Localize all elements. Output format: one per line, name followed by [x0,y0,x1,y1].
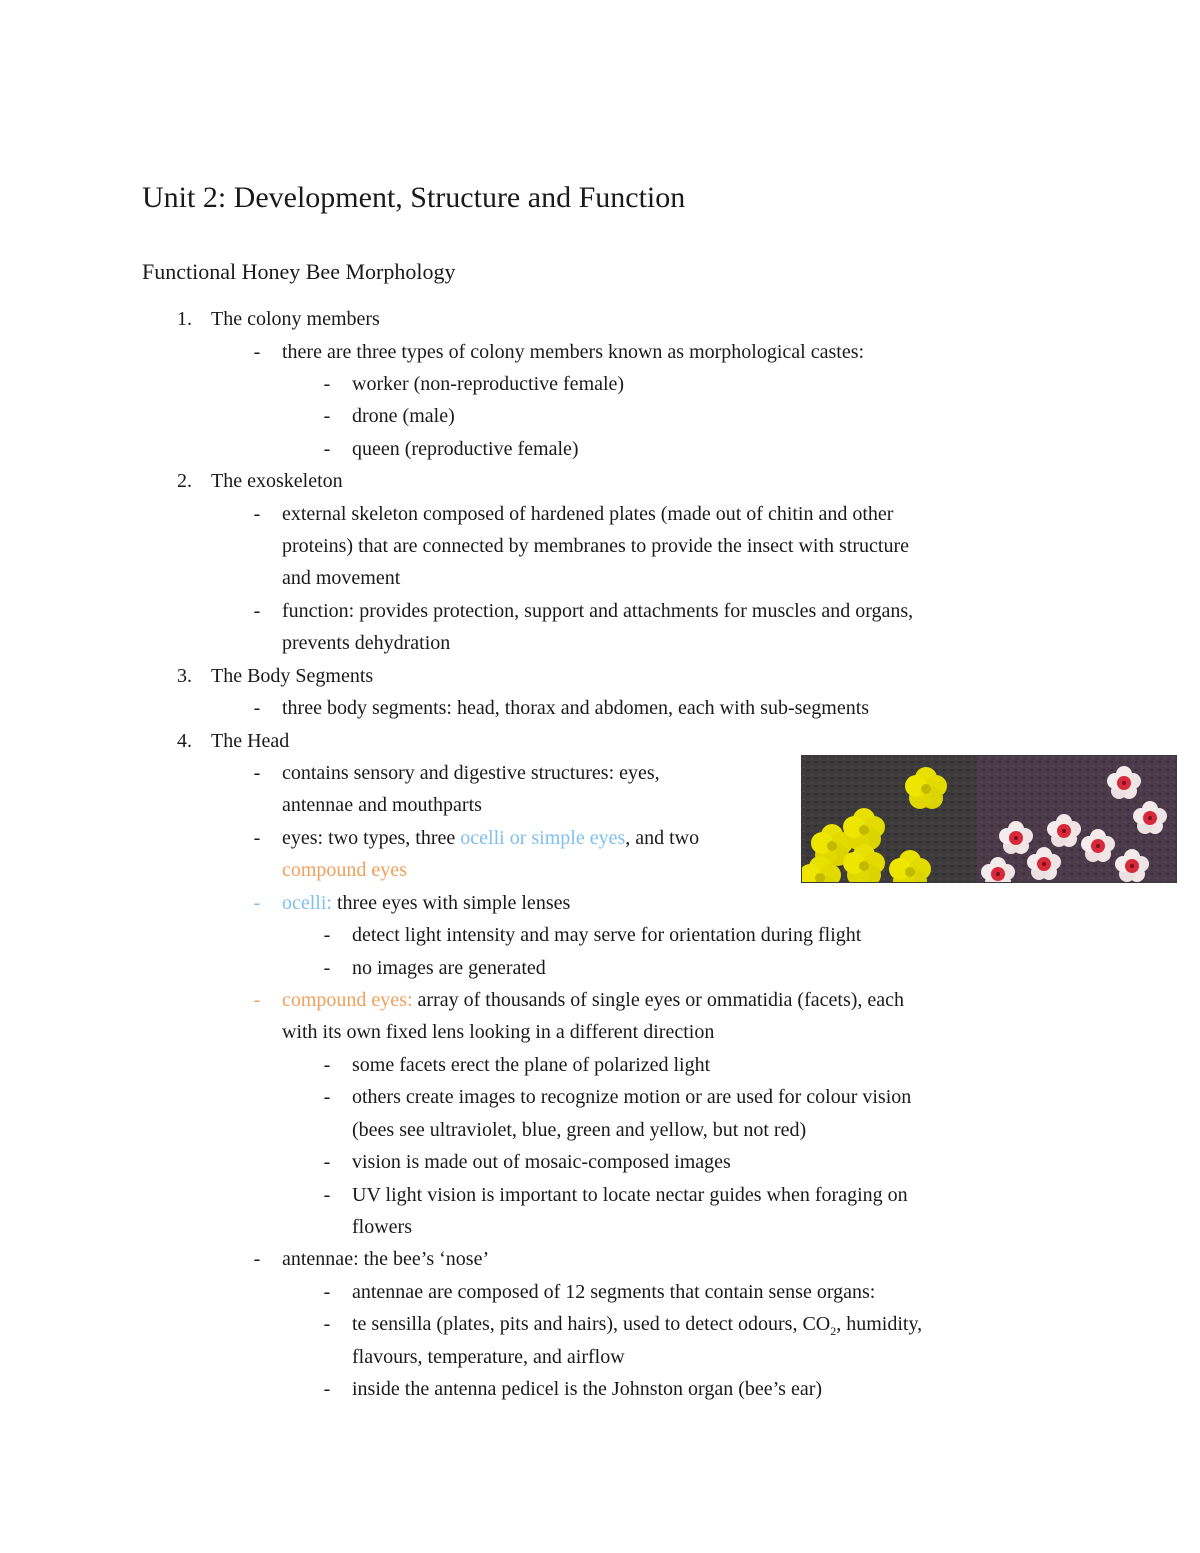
section-heading: The colony members [211,308,380,330]
bullet-dash: - [253,989,261,1011]
list-item: some facets erect the plane of polarized light [352,1054,711,1076]
bullet-dash: - [323,1054,331,1076]
bullet-dash: - [323,1086,331,1108]
list-item: contains sensory and digestive structures: eyes, [282,762,660,784]
bullet-dash: - [323,1151,331,1173]
bullet-dash: - [253,1248,261,1270]
eyes-text: eyes: two types, three [282,827,461,849]
list-item: external skeleton composed of hardened plates (made out of chitin and other [282,503,894,525]
compound-eyes-highlight: compound eyes [282,859,407,881]
list-item-continuation: proteins) that are connected by membranes to provide the insect with structure [282,535,910,557]
list-item: inside the antenna pedicel is the Johnston organ (bee’s ear) [352,1378,823,1400]
bullet-dash: - [253,762,261,784]
list-number: 4. [177,730,192,752]
list-item [282,985,904,1015]
bullet-dash: - [323,373,331,395]
bullet-dash: - [253,600,261,622]
list-item-continuation: flavours, temperature, and airflow [352,1346,625,1368]
list-item [352,1309,922,1339]
eyes-text-tail: , and two [625,827,700,849]
bullet-dash: - [323,924,331,946]
bullet-dash: - [323,1313,331,1335]
ocelli-term: ocelli: [282,892,332,914]
bullet-dash: - [253,341,261,363]
list-item: no images are generated [352,957,546,979]
list-item-continuation: (bees see ultraviolet, blue, green and yellow, but not red) [352,1119,807,1141]
list-item-continuation: prevents dehydration [282,632,451,654]
list-item: there are three types of colony members known as morphological castes: [282,341,865,363]
list-number: 3. [177,665,192,687]
list-item: UV light vision is important to locate nectar guides when foraging on [352,1184,908,1206]
ocelli-description: three eyes with simple lenses [331,892,571,914]
list-item: antennae: the bee’s ‘nose’ [282,1248,490,1270]
list-item: queen (reproductive female) [352,438,579,460]
list-item-continuation: antennae and mouthparts [282,794,482,816]
list-number: 2. [177,470,192,492]
bullet-dash: - [253,503,261,525]
list-item: worker (non-reproductive female) [352,373,625,395]
list-item-continuation: and movement [282,567,401,589]
list-item: others create images to recognize motion or are used for colour vision [352,1086,912,1108]
sensilla-text: te sensilla (plates, pits and hairs), used to detect odours, CO [352,1313,831,1335]
section-heading: The Head [211,730,290,752]
ocelli-highlight: ocelli or simple eyes [460,827,626,849]
section-heading: The exoskeleton [211,470,343,492]
page-title: Unit 2: Development, Structure and Function [142,181,686,214]
sensilla-text-tail: , humidity, [836,1313,923,1335]
bullet-dash: - [323,405,331,427]
compound-eyes-term: compound eyes: [282,989,413,1011]
bullet-dash: - [253,697,261,719]
list-item-continuation: flowers [352,1216,412,1238]
co2-subscript: 2 [830,1324,837,1338]
bullet-dash: - [323,957,331,979]
bullet-dash: - [323,1281,331,1303]
list-item: function: provides protection, support and attachments for muscles and organs, [282,600,914,622]
list-item: antennae are composed of 12 segments that contain sense organs: [352,1281,876,1303]
bullet-dash: - [253,827,261,849]
list-number: 1. [177,308,192,330]
bullet-dash: - [323,1184,331,1206]
list-item-continuation: with its own fixed lens looking in a different direction [282,1021,715,1043]
list-item [282,888,570,918]
page-subtitle: Functional Honey Bee Morphology [142,259,456,284]
list-item [282,823,699,853]
list-item: detect light intensity and may serve for orientation during flight [352,924,862,946]
compound-eyes-description: array of thousands of single eyes or ommatidia (facets), each [412,989,905,1011]
list-item: drone (male) [352,405,455,427]
list-item: three body segments: head, thorax and abdomen, each with sub-segments [282,697,870,719]
bullet-dash: - [323,1378,331,1400]
bullet-dash: - [323,438,331,460]
flower-vision-image [801,755,1177,883]
list-item: vision is made out of mosaic-composed images [352,1151,731,1173]
bullet-dash: - [253,892,261,914]
section-heading: The Body Segments [211,665,374,687]
